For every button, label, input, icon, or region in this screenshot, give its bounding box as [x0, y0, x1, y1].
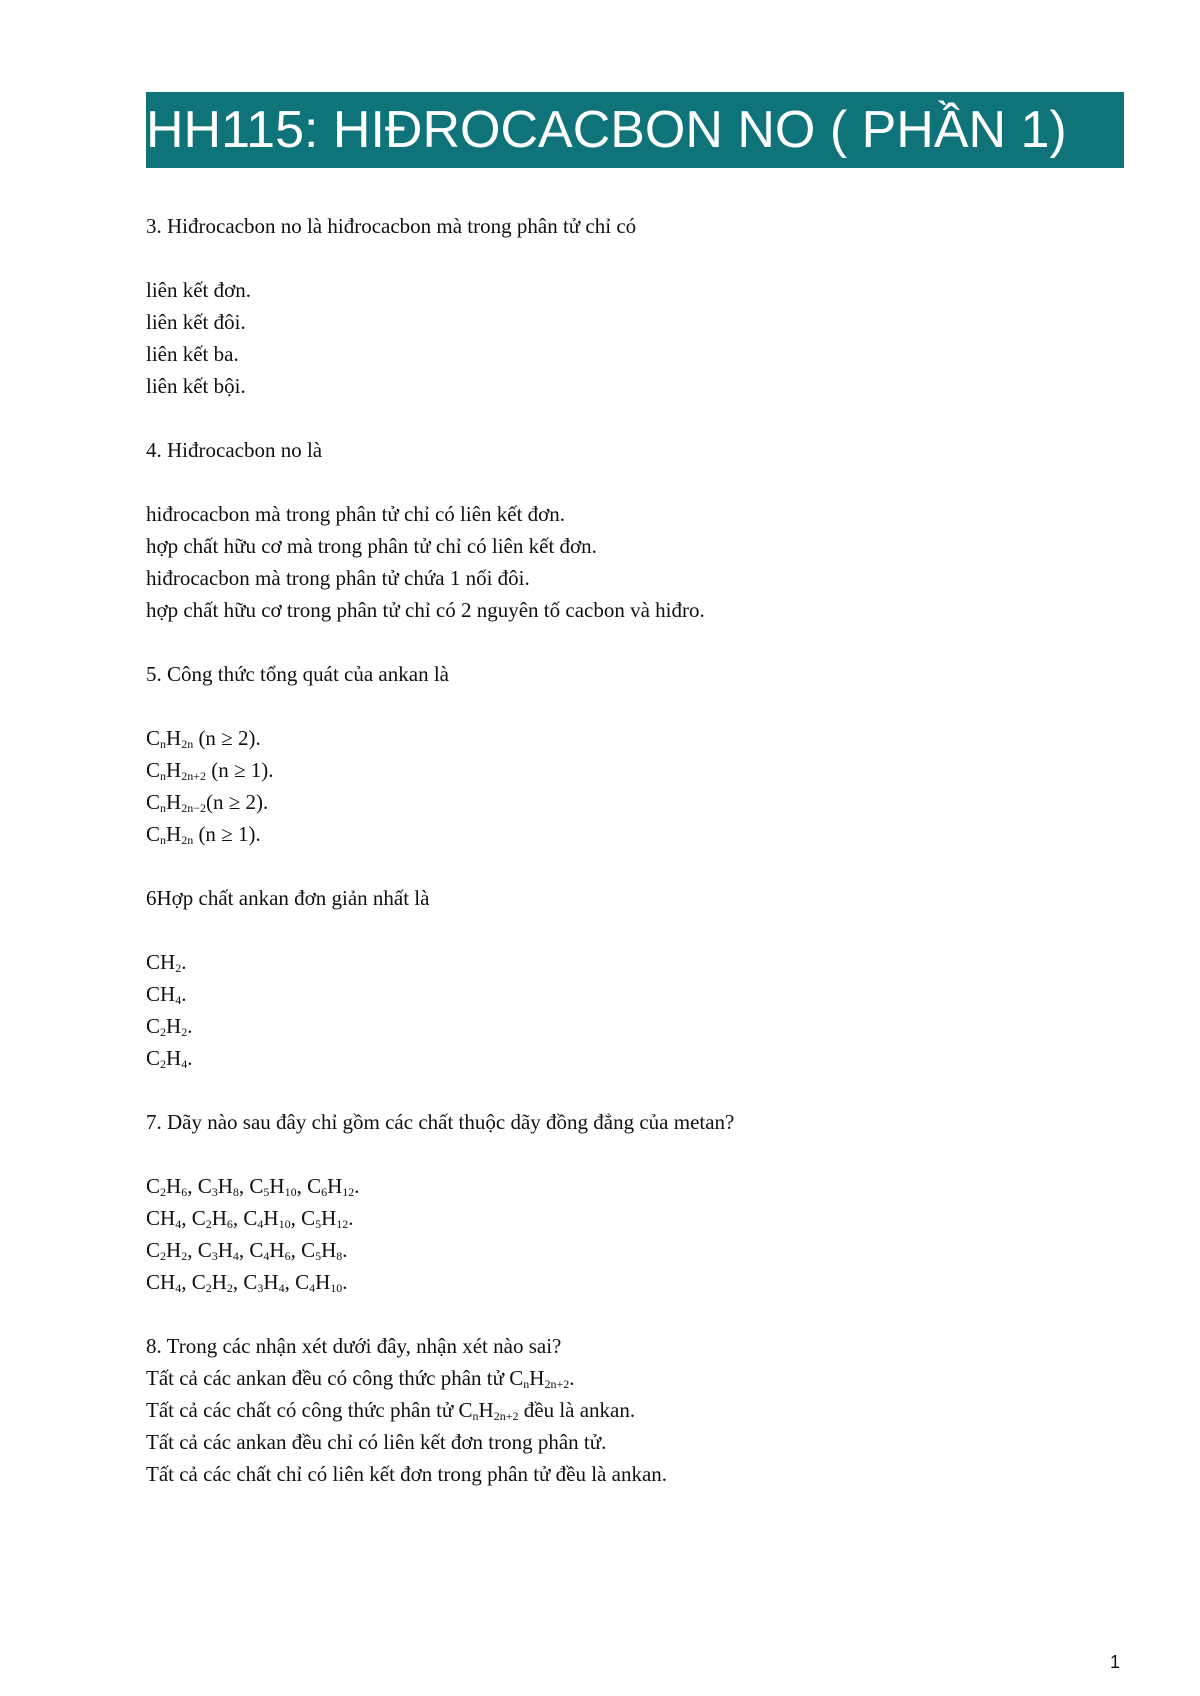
q6-option-d: $C_2H_4$.	[146, 1046, 193, 1071]
q5-option-d: $C_nH_{2n}$ (n ≥ 1).	[146, 822, 261, 847]
q6-option-c: $C_2H_2$.	[146, 1014, 193, 1039]
q3-option-d: liên kết bội.	[146, 374, 246, 398]
q5-option-b: $C_nH_{2n+2}$ (n ≥ 1).	[146, 758, 274, 783]
title-banner	[146, 92, 1124, 168]
q3-option-b: liên kết đôi.	[146, 310, 246, 334]
q8-option-c: Tất cả các ankan đều chỉ có liên kết đơn trong phân tử.	[146, 1430, 607, 1454]
q4-option-a: hiđrocacbon mà trong phân tử chỉ có liên kết đơn.	[146, 502, 566, 526]
q5-option-a: $C_nH_{2n}$ (n ≥ 2).	[146, 726, 261, 751]
question-list	[146, 210, 1106, 1490]
q7-option-a: $C_2H_6$, $C_3H_8$, $C_5H_{10}$, $C_6H_{12}$.	[146, 1174, 360, 1199]
question-3: 3. Hiđrocacbon no là hiđrocacbon mà trong phân tử chỉ có	[146, 214, 637, 238]
q6-option-b: $CH_4$.	[146, 982, 187, 1007]
q4-option-b: hợp chất hữu cơ mà trong phân tử chỉ có liên kết đơn.	[146, 534, 597, 558]
q8-option-d: Tất cả các chất chỉ có liên kết đơn trong phân tử đều là ankan.	[146, 1462, 668, 1486]
q8-option-a: Tất cả các ankan đều có công thức phân tử $C_nH_{2n+2}$.	[146, 1366, 575, 1391]
q3-option-a: liên kết đơn.	[146, 278, 251, 302]
question-6: 6Hợp chất ankan đơn giản nhất là	[146, 886, 430, 910]
q7-option-d: $CH_4$, $C_2H_2$, $C_3H_4$, $C_4H_{10}$.	[146, 1270, 348, 1295]
q6-option-a: $CH_2$.	[146, 950, 187, 975]
q5-option-c: $C_nH_{2n-2}(n \ge 2)$.	[146, 790, 269, 815]
q7-option-c: $C_2H_2$, $C_3H_4$, $C_4H_6$, $C_5H_8$.	[146, 1238, 348, 1263]
document-title: HH115: HIĐROCACBON NO ( PHẦN 1)	[146, 101, 1067, 159]
q4-option-c: hiđrocacbon mà trong phân tử chứa 1 nối đôi.	[146, 566, 530, 590]
question-7: 7. Dãy nào sau đây chỉ gồm các chất thuộc dãy đồng đẳng của metan?	[146, 1110, 735, 1134]
q3-option-c: liên kết ba.	[146, 342, 239, 366]
q8-option-b: Tất cả các chất có công thức phân tử $C_nH_{2n+2}$ đều là ankan.	[146, 1398, 636, 1423]
q7-option-b: $CH_4$, $C_2H_6$, $C_4H_{10}$, $C_5H_{12}$.	[146, 1206, 354, 1231]
q4-option-d: hợp chất hữu cơ trong phân tử chỉ có 2 nguyên tố cacbon và hiđro.	[146, 598, 705, 622]
question-4: 4. Hiđrocacbon no là	[146, 438, 323, 462]
question-8: 8. Trong các nhận xét dưới đây, nhận xét nào sai?	[146, 1334, 562, 1358]
question-5: 5. Công thức tổng quát của ankan là	[146, 662, 449, 686]
page-number: 1	[1110, 1652, 1121, 1672]
